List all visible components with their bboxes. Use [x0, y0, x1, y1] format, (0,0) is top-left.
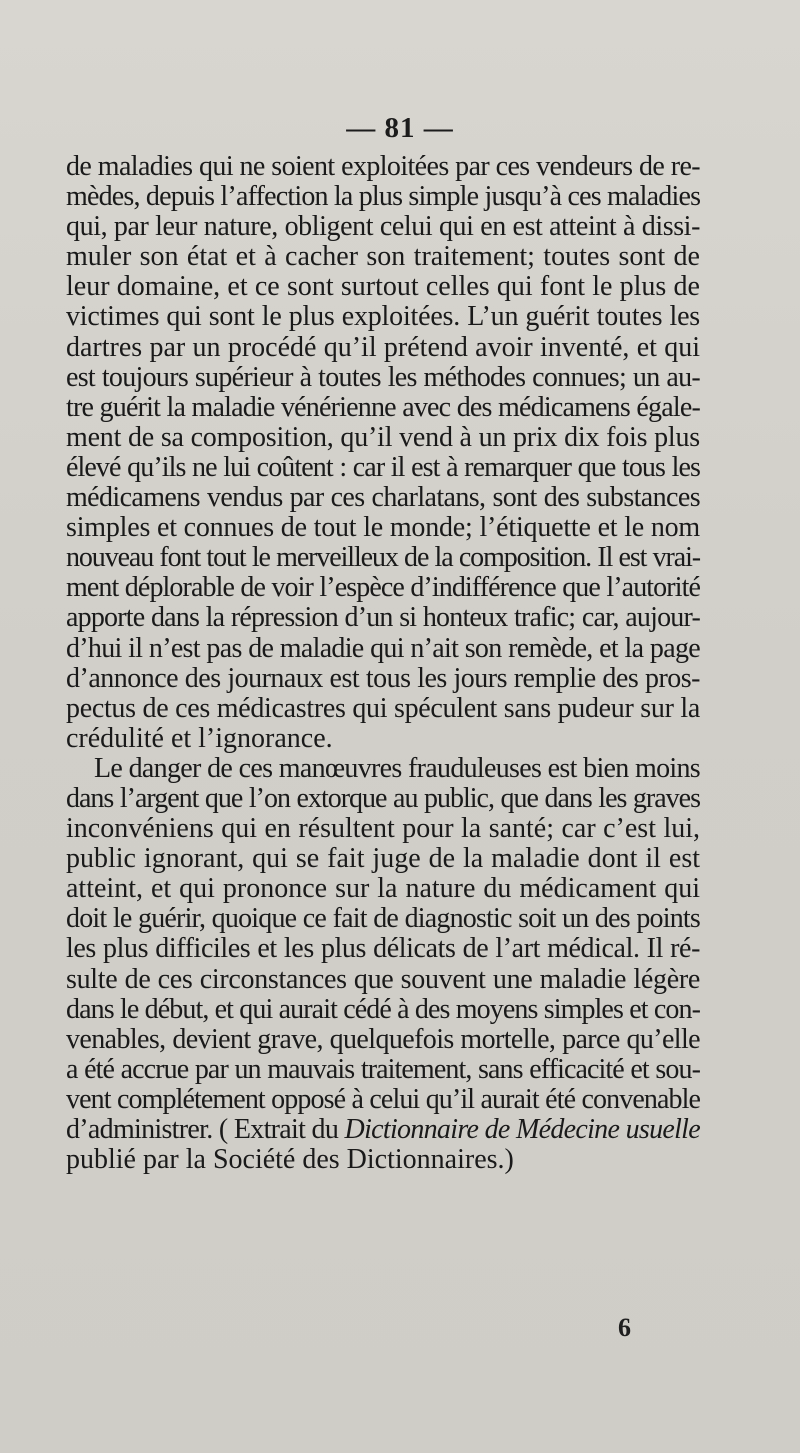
text-line: ment déplorable de voir l’espèce d’indifférence que l’autorité [66, 572, 700, 604]
text-line: d’hui il n’est pas de maladie qui n’ait son remède, et la page [66, 632, 700, 664]
text-line: vent complétement opposé à celui qu’il aurait été convenable [66, 1083, 700, 1115]
text-line: les plus difficiles et les plus délicats de l’art médical. Il ré- [66, 933, 700, 965]
text-line: de maladies qui ne soient exploitées par ces vendeurs de re- [66, 151, 700, 182]
text-line: d’annonce des journaux est tous les jours remplie des pros- [66, 662, 700, 694]
text-line: victimes qui sont le plus exploitées. L’un guérit toutes les [66, 301, 700, 333]
text-line: est toujours supérieur à toutes les méthodes connues; un au- [66, 361, 700, 393]
text-line: dartres par un procédé qu’il prétend avoir inventé, et qui [66, 331, 700, 363]
text-line: dans l’argent que l’on extorque au public, que dans les graves [66, 782, 700, 814]
text-line: apporte dans la répression d’un si honteux trafic; car, aujour- [66, 602, 700, 634]
text-line: pectus de ces médicastres qui spéculent sans pudeur sur la [66, 692, 700, 724]
text-line: qui, par leur nature, obligent celui qui en est atteint à dissi- [66, 211, 700, 243]
text-line: sulte de ces circonstances que souvent une maladie légère [66, 963, 700, 995]
text-line: doit le guérir, quoique ce fait de diagnostic soit un des points [66, 903, 700, 935]
text-line: atteint, et qui prononce sur la nature du médicament qui [66, 873, 700, 905]
text-line: médicamens vendus par ces charlatans, sont des substances [66, 482, 700, 514]
signature-mark: 6 [618, 1313, 631, 1342]
text-line: ment de sa composition, qu’il vend à un prix dix fois plus [66, 421, 700, 453]
citation-lead: d’administrer. ( Extrait du [66, 1114, 339, 1145]
text-line: venables, devient grave, quelquefois mortelle, parce qu’elle [66, 1023, 700, 1055]
text-line: simples et connues de tout le monde; l’étiquette et le nom [66, 512, 700, 544]
text-line: tre guérit la maladie vénérienne avec des médicamens égale- [66, 391, 700, 423]
paragraph-end-line: publié par la Société des Dictionnaires.) [66, 1144, 514, 1176]
page-number-header: — 81 — [346, 112, 454, 144]
text-line: nouveau font tout le merveilleux de la composition. Il est vrai- [66, 542, 700, 574]
citation-title: Dictionnaire de Médecine usuelle [344, 1114, 700, 1145]
paragraph-end-line: crédulité et l’ignorance. [66, 722, 333, 754]
text-line: public ignorant, qui se fait juge de la maladie dont il est [66, 843, 700, 875]
text-line: mèdes, depuis l’affection la plus simple jusqu’à ces maladies [66, 181, 701, 213]
text-line: inconvéniens qui en résultent pour la santé; car c’est lui, [66, 813, 700, 845]
paragraph-start-line: Le danger de ces manœuvres frauduleuses est bien moins [94, 752, 700, 784]
citation-line [66, 1115, 700, 1145]
text-line: leur domaine, et ce sont surtout celles qui font le plus de [66, 271, 700, 303]
text-line: élevé qu’ils ne lui coûtent : car il est à remarquer que tous les [66, 451, 700, 483]
text-line: a été accrue par un mauvais traitement, sans efficacité et sou- [66, 1053, 700, 1085]
text-line: muler son état et à cacher son traitement; toutes sont de [66, 241, 700, 273]
text-line: dans le début, et qui aurait cédé à des moyens simples et con- [66, 993, 700, 1025]
body-text [66, 152, 700, 1175]
